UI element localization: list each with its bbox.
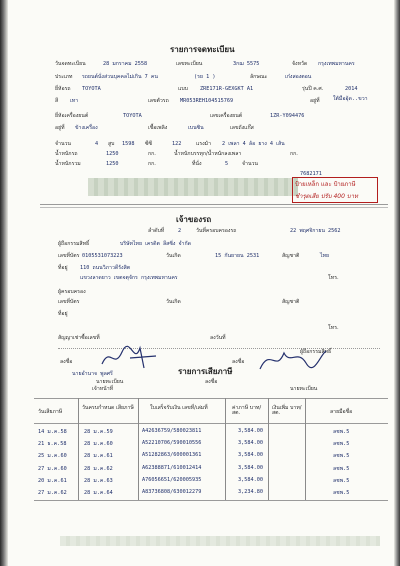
table-header-rule	[34, 423, 388, 424]
value-address-2: แขวงลาดยาว เขตจตุจักร กรุงเทพมหานคร	[80, 275, 178, 281]
value-color: เทา	[70, 98, 79, 104]
value-model: ZRE171R-GEXGKT A1	[200, 86, 254, 92]
label-style: ลักษณะ	[250, 74, 268, 80]
value-reg-date: 28 มกราคม 2558	[103, 61, 148, 67]
fine-stamp	[292, 177, 378, 203]
label-sign-officer: ลงชื่อ	[60, 359, 73, 365]
table-row	[34, 475, 388, 486]
cell-tax: 3,584.00	[238, 428, 263, 434]
label-phone-2: โทร.	[328, 325, 339, 331]
cell-paid: 14 ม.ค.58	[38, 429, 67, 435]
label-address-2: ที่อยู่	[58, 311, 68, 317]
label-role-owner: ผู้ถือกรรมสิทธิ์	[300, 349, 332, 355]
officer-signature	[100, 342, 160, 372]
label-total-weight: น้ำหนักรวม	[55, 161, 81, 167]
cell-signer: ลชพ.5	[333, 429, 350, 435]
value-fuel: เบนซิน	[188, 125, 204, 131]
label-nationality: สัญชาติ	[282, 253, 300, 259]
owner-signature	[258, 345, 328, 375]
bottom-security-band	[60, 536, 380, 546]
label-total-unit: กก.	[148, 161, 156, 167]
cell-due: 28 ม.ค.62	[84, 465, 113, 472]
label-province: จังหวัด	[292, 61, 308, 67]
label-brand: ยี่ห้อรถ	[55, 86, 71, 92]
col-header-receipt: ใบเสร็จรับเงิน เลขที่/เล่มที่	[150, 405, 208, 411]
cell-tax: 3,584.00	[238, 464, 263, 471]
table-row	[34, 463, 388, 474]
value-nationality: ไทย	[320, 253, 330, 259]
cell-receipt: A42636759/580023811	[142, 428, 202, 434]
cell-signer: ลชพ.5	[333, 465, 350, 472]
label-color: สี	[55, 98, 59, 104]
value-axles: 2 เพลา 4 ล้อ ยาง 4 เส้น	[222, 141, 285, 147]
label-load-unit: กก.	[290, 151, 298, 157]
label-engine-loc: อยู่ที่	[55, 125, 65, 131]
table-bottom-rule	[34, 500, 388, 501]
label-engine-no: เลขเครื่องยนต์	[210, 113, 243, 119]
label-load: น้ำหนักบรรทุก/น้ำหนักลงเพลา	[174, 151, 242, 157]
value-weight: 1250	[106, 151, 119, 157]
table-top-rule	[34, 398, 388, 399]
cell-due: 28 ม.ค.63	[84, 477, 113, 484]
label-type: ประเภท	[55, 74, 73, 80]
cell-paid: 27 ม.ค.60	[38, 465, 67, 472]
label-chassis-loc: อยู่ที่	[310, 98, 320, 104]
label-chassis: เลขตัวรถ	[148, 98, 169, 104]
label-phone: โทร.	[328, 275, 339, 281]
label-date: ลงวันที่	[210, 335, 226, 341]
col-header-signature: ลายมือชื่อ	[330, 409, 353, 415]
value-owner: บริษัทไทย เครดิต ลีสซิ่ง จำกัด	[120, 241, 191, 247]
value-officer-line: นายอำนาจ พูลศรี	[72, 371, 113, 377]
label-model: แบบ	[178, 86, 188, 92]
value-seats: 5	[225, 161, 229, 167]
value-province: กรุงเทพมหานคร	[318, 61, 355, 67]
cell-tax: 3,584.00	[238, 440, 263, 447]
label-reg-date: วันจดทะเบียน	[55, 61, 86, 67]
cell-paid: 21 ธ.ค.58	[38, 441, 67, 448]
label-engine-brand: ยี่ห้อเครื่องยนต์	[55, 113, 89, 119]
security-watermark-band	[88, 178, 298, 196]
tax-title: รายการเสียภาษี	[178, 367, 233, 376]
label-id-no-2: เลขที่บัตร	[58, 299, 80, 305]
table-row	[34, 450, 388, 461]
label-seats-unit: จำนวน	[242, 161, 258, 167]
value-reg-no: 3กฌ 5575	[233, 61, 260, 67]
cell-receipt: A51282863/600001361	[142, 452, 202, 459]
table-row	[34, 487, 388, 498]
tax-label-officer: เจ้าหน้าที่	[92, 386, 114, 392]
cell-tax: 3,584.00	[238, 476, 263, 483]
label-nationality-2: สัญชาติ	[282, 299, 300, 305]
stamp-line-2: ชำรุดเสีย ปรับ 400 บาท	[295, 193, 358, 200]
label-reg-no: เลขทะเบียน	[176, 61, 203, 67]
cell-tax: 3,234.80	[238, 489, 263, 495]
label-birth: วันเกิด	[166, 253, 181, 259]
value-order: 2	[178, 228, 182, 234]
label-model-year: รุ่นปี ค.ศ.	[302, 86, 324, 92]
binding-edge-left	[0, 0, 8, 566]
label-role-officer: นายทะเบียน	[96, 379, 124, 385]
value-cc: 122	[172, 141, 182, 147]
label-remark: สัญญาเช่าซื้อเลขที่	[58, 335, 100, 341]
label-possession-date: วันที่ครอบครองรถ	[196, 228, 237, 234]
cell-tax: 3,584.00	[238, 452, 263, 459]
col-header-paid: วันเสียภาษี	[38, 409, 63, 415]
label-gas-no: เลขถังแก๊ส	[230, 125, 254, 131]
value-address-1: 110 ถนนวิภาวดีรังสิต	[80, 265, 131, 271]
section-divider-1	[40, 204, 388, 205]
label-sign-owner: ลงชื่อ	[232, 359, 245, 365]
label-hp: แรงม้า	[196, 141, 211, 147]
cell-due: 28 ม.ค.61	[84, 453, 113, 460]
label-possessor: ผู้ครอบครอง	[58, 289, 86, 295]
value-type: รถยนต์นั่งส่วนบุคคลไม่เกิน 7 คน	[82, 74, 158, 80]
label-cylinders: สูบ	[108, 141, 115, 147]
cell-paid: 25 ม.ค.60	[38, 453, 67, 460]
value-brand: TOYOTA	[82, 86, 101, 92]
cell-due: 28 ม.ค.64	[84, 490, 113, 496]
table-row	[34, 426, 388, 437]
label-seats: ที่นั่ง	[192, 161, 202, 167]
tax-label-registrar: นายทะเบียน	[290, 386, 318, 392]
label-order: ลำดับที่	[148, 228, 165, 234]
value-cylinders: 1598	[122, 141, 135, 147]
value-engine-loc: ข้างเครื่อง	[75, 125, 98, 131]
value-engine-no: 1ZR-Y094476	[270, 113, 305, 119]
registration-title: รายการจดทะเบียน	[170, 45, 235, 54]
cell-receipt: A76056651/620005935	[142, 476, 202, 483]
value-chassis-loc: ใต้มืออุ้ด..ขวา	[333, 96, 368, 102]
tax-label-sign: ลงชื่อ	[205, 379, 218, 385]
value-chassis: MR053REH104515769	[180, 98, 234, 104]
label-owner: ผู้ถือกรรมสิทธิ์	[58, 241, 90, 247]
cell-due: 28 ม.ค.59	[84, 429, 113, 435]
owner-title: เจ้าของรถ	[176, 215, 212, 224]
cell-signer: ลชพ.5	[333, 477, 350, 484]
cell-signer: ลชพ.5	[333, 453, 350, 460]
label-weight: น้ำหนักรถ	[55, 151, 78, 157]
binding-edge-right	[394, 0, 400, 566]
cell-due: 28 ม.ค.60	[84, 441, 113, 448]
cell-receipt: A62388871/610012414	[142, 464, 202, 471]
section-divider-1b	[40, 207, 388, 208]
col-header-tax: ค่าภาษี บาท/สต.	[232, 405, 262, 417]
label-birth-2: วันเกิด	[166, 299, 181, 305]
col-header-surcharge: เงินเพิ่ม บาท/สต.	[272, 405, 302, 417]
cell-signer: ลชพ.5	[333, 441, 350, 448]
label-cc: ซีซี	[145, 141, 153, 147]
value-rod: (รย 1 )	[194, 74, 216, 80]
value-model-year: 2014	[345, 86, 358, 92]
value-count: 4	[95, 141, 99, 147]
value-total-weight: 1250	[106, 161, 119, 167]
cell-receipt: A83736808/630012279	[142, 489, 202, 495]
cell-receipt: A52210706/590010556	[142, 440, 202, 447]
label-id-no: เลขที่บัตร	[58, 253, 80, 259]
label-address: ที่อยู่	[58, 265, 68, 271]
cell-paid: 27 ม.ค.62	[38, 490, 67, 496]
table-row	[34, 438, 388, 449]
value-engine-brand: TOYOTA	[123, 113, 142, 119]
value-birth: 15 กันยายน 2531	[215, 253, 260, 259]
value-style: เก๋งสองตอน	[285, 74, 312, 80]
label-count: จำนวน	[55, 141, 71, 147]
value-side-no: 7682171	[300, 171, 322, 177]
value-id-no: 0105531073223	[82, 253, 123, 259]
col-header-due: วันครบกำหนด เสียภาษี	[82, 405, 134, 411]
value-possession-date: 22 พฤศจิกายน 2562	[290, 228, 341, 234]
cell-paid: 20 ม.ค.61	[38, 477, 67, 484]
label-fuel: เชื้อเพลิง	[148, 125, 168, 131]
label-weight-unit: กก.	[148, 151, 156, 157]
cell-signer: ลชพ.5	[333, 490, 350, 496]
stamp-line-1: ป้ายเหล็ก และ ป้ายภาษี	[295, 181, 356, 188]
